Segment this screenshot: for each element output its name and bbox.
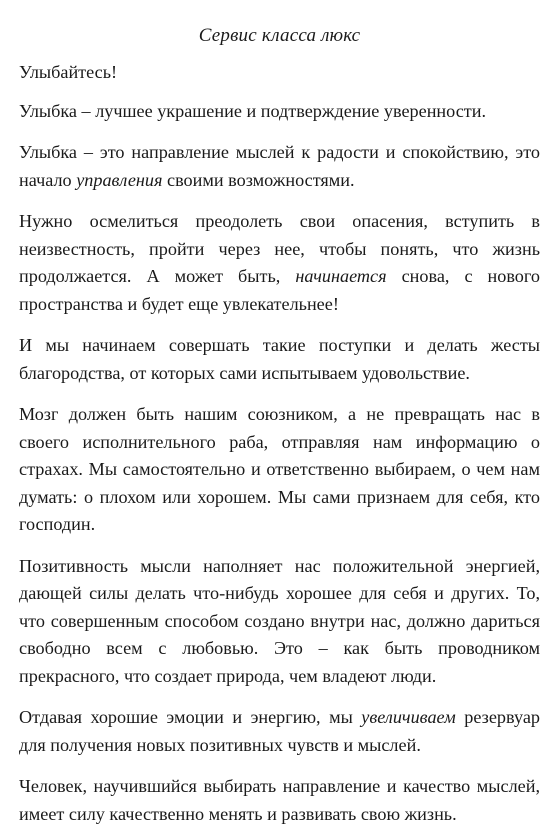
running-header <box>19 0 540 59</box>
emphasis: начинается <box>295 266 387 286</box>
emphasis: управления <box>76 169 163 190</box>
paragraph: Улыбайтесь! <box>19 62 118 82</box>
paragraph: Человек, научившийся выбирать направление и качество мыслей, имеет силу качественно менять и развивать свою жизнь. <box>19 776 540 824</box>
paragraph: И мы начинаем совершать такие поступки и делать жесты благородства, от которых сами испытываем удовольствие. <box>19 335 540 383</box>
paragraph: Отдавая хорошие эмоции и энергию, мы увеличиваем резервуар для получения новых позитивных чувств и мыслей. <box>19 707 540 755</box>
emphasis: увеличиваем <box>361 707 456 727</box>
paragraph: Улыбка – это направление мыслей к радости и спокойствию, это начало управления своими возможностями. <box>19 142 540 190</box>
paragraph: Позитивность мысли наполняет нас положительной энергией, дающей силы делать что-нибудь хорошее для себя и других. То, что совершенным способом создано внутри нас, должно дариться свободно всем с любовью. Это – как быть проводником прекрасного, что создает природа, чем владеют люди. <box>19 555 540 686</box>
running-header-title: Сервис класса люкс <box>198 25 361 46</box>
paragraph: Мозг должен быть нашим союзником, а не превращать нас в своего исполнительного раба, отправляя нам информацию о страхах. Мы самостоятельно и ответственно выбираем, о чем нам думать: о плохом или хорошем. Мы сами признаем для себя, кто господин. <box>19 404 540 534</box>
body-text <box>19 59 540 828</box>
paragraph: Улыбка – лучшее украшение и подтверждение уверенности. <box>19 100 487 121</box>
paragraph: Нужно осмелиться преодолеть свои опасения, вступить в неизвестность, пройти через нее, чтобы понять, что жизнь продолжается. А может быть, начинается снова, с нового пространства и будет еще увлекательнее! <box>19 211 540 314</box>
